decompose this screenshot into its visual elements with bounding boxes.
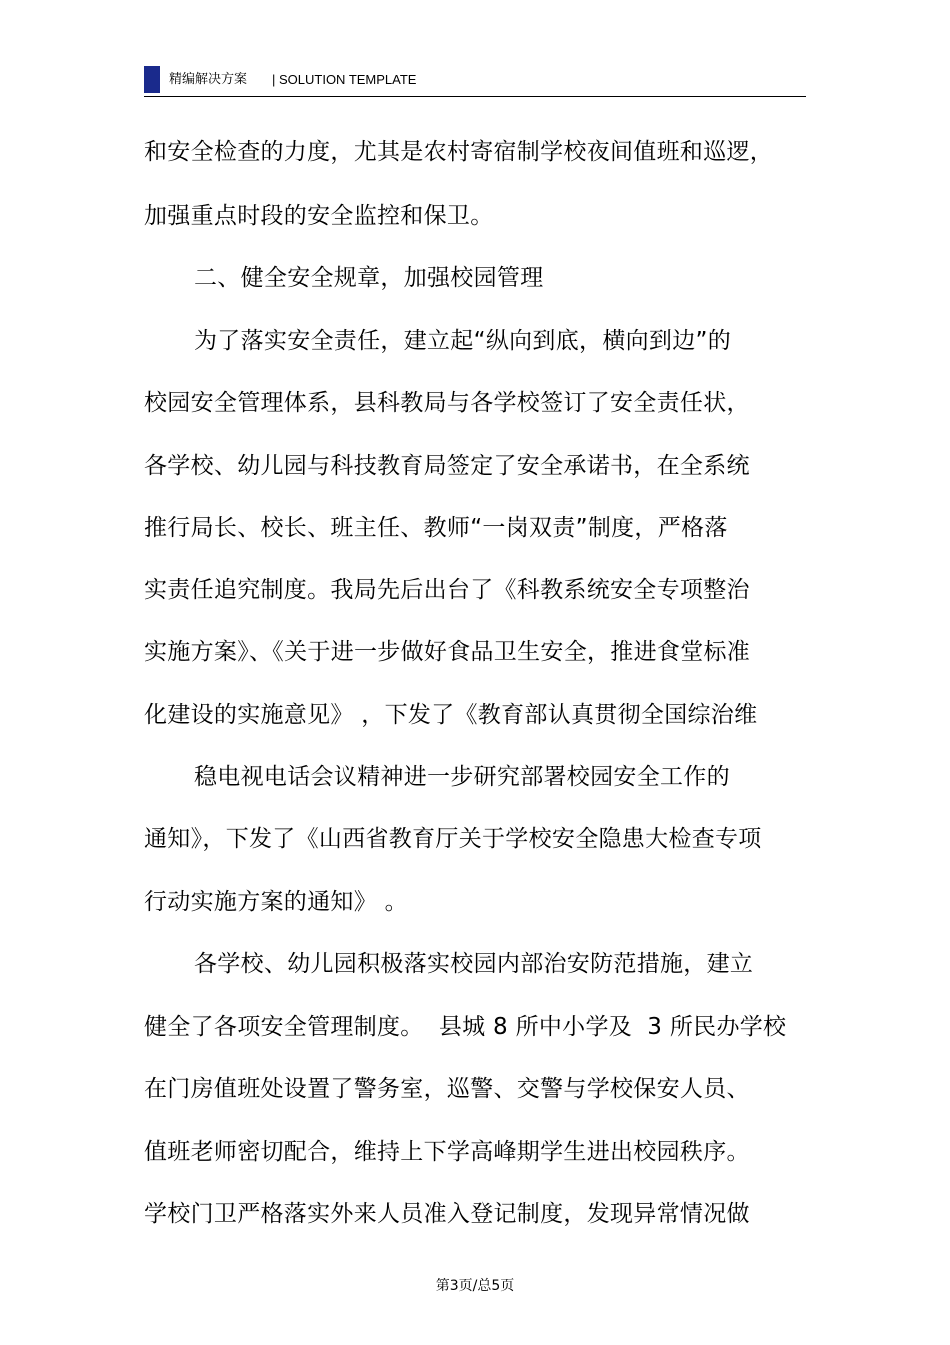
text-line: 和安全检查的力度，尤其是农村寄宿制学校夜间值班和巡逻， <box>144 139 774 165</box>
header-template-label: | SOLUTION TEMPLATE <box>272 72 417 87</box>
text-line: 值班老师密切配合，维持上下学高峰期学生进出校园秩序。 <box>144 1139 750 1165</box>
text-line: 健全了各项安全管理制度。 县城 8 所中小学及 3 所民办学校 <box>144 1014 787 1040</box>
text-line: 学校门卫严格落实外来人员准入登记制度，发现异常情况做 <box>144 1201 750 1227</box>
text-line: 为了落实安全责任，建立起“纵向到底，横向到边”的 <box>194 328 732 354</box>
section-heading: 二、健全安全规章，加强校园管理 <box>194 265 544 291</box>
logo-icon <box>144 66 160 93</box>
text-line: 稳电视电话会议精神进一步研究部署校园安全工作的 <box>194 764 730 790</box>
text-line: 行动实施方案的通知》 。 <box>144 889 408 915</box>
text-line: 通知》，下发了《山西省教育厅关于学校安全隐患大检查专项 <box>144 826 762 852</box>
page-number: 第3页/总5页 <box>435 1278 515 1294</box>
text-line: 在门房值班处设置了警务室，巡警、交警与学校保安人员、 <box>144 1076 750 1102</box>
text-line: 各学校、幼儿园积极落实校园内部治安防范措施，建立 <box>194 951 754 977</box>
text-line: 校园安全管理体系，县科教局与各学校签订了安全责任状， <box>144 390 750 416</box>
header-brand: 精编解决方案 <box>169 72 248 87</box>
text-line: 化建设的实施意见》 ，下发了《教育部认真贯彻全国综治维 <box>144 702 758 728</box>
page-header <box>144 66 806 97</box>
text-line: 各学校、幼儿园与科技教育局签定了安全承诺书，在全系统 <box>144 453 750 479</box>
text-line: 推行局长、校长、班主任、教师“一岗双责”制度，严格落 <box>144 515 728 541</box>
text-line: 实责任追究制度。我局先后出台了《科教系统安全专项整治 <box>144 577 750 603</box>
text-line: 实施方案》、《关于进一步做好食品卫生安全，推进食堂标准 <box>144 639 751 665</box>
text-line: 加强重点时段的安全监控和保卫。 <box>144 203 494 229</box>
